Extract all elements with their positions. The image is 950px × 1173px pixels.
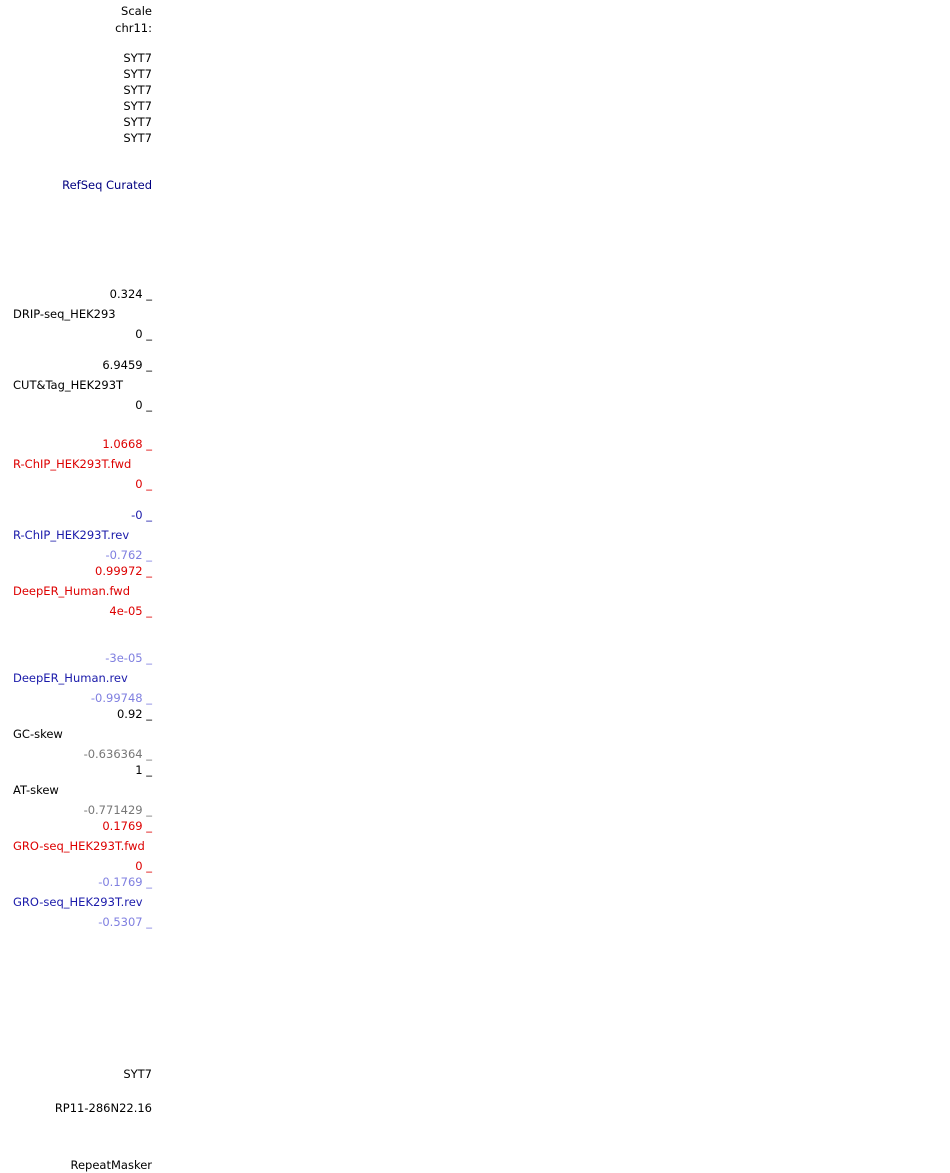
gene-label-syt7[interactable]: SYT7 [123, 99, 152, 113]
cuttag-max-value: 6.9459 _ [102, 358, 152, 372]
clone-label[interactable]: RP11-286N22.16 [54, 1101, 152, 1115]
gene-label-syt7[interactable]: SYT7 [123, 83, 152, 97]
bottom-gene-label-syt7[interactable]: SYT7 [123, 1067, 152, 1081]
chromosome-label: chr11: [115, 21, 152, 35]
rchip-rev-min-value: -0.762 _ [105, 548, 152, 562]
rchip-rev-max-value: -0 _ [131, 508, 152, 522]
at-skew-min-value: -0.771429 _ [83, 803, 152, 817]
scale-label: Scale [121, 4, 152, 18]
cuttag-min-value: 0 _ [135, 398, 152, 412]
deeper-fwd-min-value: 4e-05 _ [109, 604, 152, 618]
drip-seq-max-value: 0.324 _ [109, 287, 152, 301]
rchip-fwd-track-label[interactable]: R-ChIP_HEK293T.fwd [13, 457, 132, 471]
gc-skew-track-label[interactable]: GC-skew [13, 727, 63, 741]
drip-seq-track-label[interactable]: DRIP-seq_HEK293 [13, 307, 116, 321]
gene-label-syt7[interactable]: SYT7 [123, 131, 152, 145]
deeper-fwd-max-value: 0.99972 _ [95, 564, 152, 578]
gro-seq-rev-track-label[interactable]: GRO-seq_HEK293T.rev [13, 895, 143, 909]
rchip-fwd-max-value: 1.0668 _ [102, 437, 152, 451]
refseq-curated-track-label[interactable]: RefSeq Curated [62, 178, 152, 192]
at-skew-max-value: 1 _ [135, 763, 152, 777]
deeper-rev-max-value: -3e-05 _ [105, 651, 152, 665]
gc-skew-max-value: 0.92 _ [116, 707, 152, 721]
cuttag-track-label[interactable]: CUT&Tag_HEK293T [13, 378, 124, 392]
gro-seq-fwd-track-label[interactable]: GRO-seq_HEK293T.fwd [13, 839, 145, 853]
gro-seq-fwd-min-value: 0 _ [135, 859, 152, 873]
deeper-rev-min-value: -0.99748 _ [90, 691, 152, 705]
repeatmasker-track-label[interactable]: RepeatMasker [70, 1158, 152, 1172]
deeper-rev-track-label[interactable]: DeepER_Human.rev [13, 671, 128, 685]
gro-seq-rev-min-value: -0.5307 _ [98, 915, 152, 929]
gene-label-syt7[interactable]: SYT7 [123, 67, 152, 81]
drip-seq-min-value: 0 _ [135, 327, 152, 341]
rchip-fwd-min-value: 0 _ [135, 477, 152, 491]
at-skew-track-label[interactable]: AT-skew [13, 783, 59, 797]
gene-label-syt7[interactable]: SYT7 [123, 115, 152, 129]
gc-skew-min-value: -0.636364 _ [83, 747, 152, 761]
deeper-fwd-track-label[interactable]: DeepER_Human.fwd [13, 584, 130, 598]
gro-seq-rev-max-value: -0.1769 _ [98, 875, 152, 889]
gro-seq-fwd-max-value: 0.1769 _ [102, 819, 152, 833]
gene-label-syt7[interactable]: SYT7 [123, 51, 152, 65]
rchip-rev-track-label[interactable]: R-ChIP_HEK293T.rev [13, 528, 130, 542]
